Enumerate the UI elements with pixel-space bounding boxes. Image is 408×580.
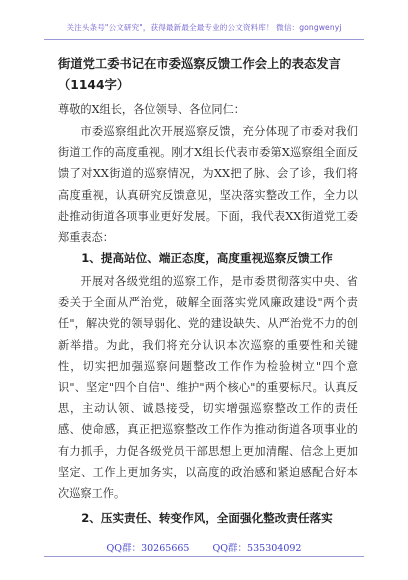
- section-heading-1: 1、提高站位、端正态度，高度重视巡察反馈工作: [81, 251, 333, 265]
- footer-divider: [44, 556, 364, 557]
- section-1-paragraph: 开展对各级党组的巡察工作，是市委贯彻落实中央、省委关于全面从严治党，破解全面落实党风廉政建设"两个责任"，解决党的领导弱化、党的建设缺失、从严治党不力的创新举措。为此，我们将充分认识本次巡察的重要性和关键性，切实把加强巡察问题整改工作作为检验树立"四个意识"、坚定"四个自信"、维护"两个核心"的重要标尺。认真反思，主动认领、诚恳接受，切实增强巡察整改工作的责任感、使命感，真正把巡察整改工作作为推动街道各项事业的有力抓手，力促各级党员干部思想上更加清醒、信念上更加坚定、工作上更加务实，以高度的政治感和紧迫感配合好本次巡察工作。: [58, 275, 358, 501]
- section-heading-2: 2、压实责任、转变作风，全面强化整改责任落实: [81, 511, 333, 525]
- intro-paragraph: 市委巡察组此次开展巡察反馈，充分体现了市委对我们街道工作的高度重视。刚才X组长代表市委第X巡察组全面反馈了对XX街道的巡察情况，为XX把了脉、会了诊，我们将高度重视，认真研究反馈意见，坚决落实整改工作，全力以赴推动街道各项事业更好发展。下面，我代表XX街道党工委郑重表态：: [58, 125, 358, 245]
- header-divider: [44, 39, 364, 40]
- header-banner: 关注头条号"公文研究"，获得最新最全最专业的公文资料库！ 微信：gongwenyj: [66, 23, 342, 32]
- footer-contacts: [0, 540, 408, 554]
- footer-qq-group-2: QQ群：535304092: [212, 543, 302, 554]
- title-main: 街道党工委书记在市委巡察反馈工作会上的表态发言: [58, 57, 341, 71]
- title-wordcount: （1144字）: [58, 78, 130, 92]
- document-title: [58, 54, 358, 96]
- salutation: 尊敬的X组长，各位领导、各位同仁：: [58, 103, 245, 116]
- footer-qq-group-1: QQ群：30265665: [106, 543, 190, 554]
